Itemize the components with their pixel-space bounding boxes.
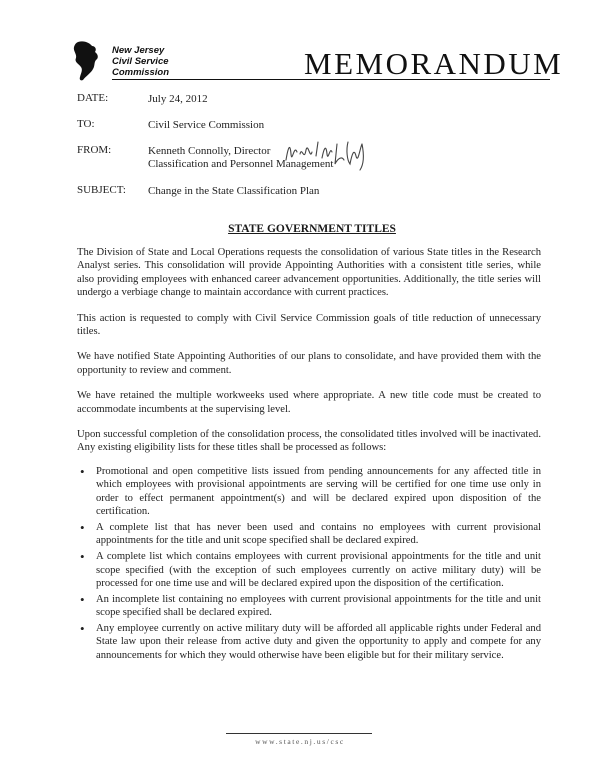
paragraph-consolidation-request: The Division of State and Local Operations requests the consolidation of various State titles in the Research Analyst series. This consolidation will provide Appointing Authorities with a consistent title series, while also providing employees with enhanced career advancement opportunities. Additionally, the title series will undergo a verbiage change to maintain accordance with current practices. — [77, 247, 541, 299]
org-name — [112, 45, 202, 78]
letterhead — [0, 0, 600, 90]
from-name: Kenneth Connolly, Director — [148, 145, 271, 157]
list-item: • Any employee currently on active military duty will be afforded all applicable rights under Federal and State law upon their release from active duty and given the opportunity to apply and compete for any announcements for which they would otherwise have been eligible but for their military service. — [77, 622, 541, 662]
nj-state-silhouette-logo — [68, 40, 108, 82]
list-item: • Promotional and open competitive lists issued from pending announcements for any affected title in which employees with provisional appointments are serving will be certified for one time use only in order to effect permanent appointment(s) and will be declared expired upon disposition of the certification. — [77, 465, 541, 519]
footer-rule — [226, 733, 372, 734]
subject-value: Change in the State Classification Plan — [148, 185, 320, 197]
to-label: TO: — [77, 118, 95, 130]
memo-body — [77, 246, 541, 665]
handwritten-signature — [282, 134, 372, 174]
paragraph-compliance: This action is requested to comply with Civil Service Commission goals of title reduction of unnecessary titles. — [77, 312, 541, 338]
org-name-line2: Civil Service — [112, 56, 169, 67]
eligibility-list-bullets — [77, 465, 541, 662]
to-value: Civil Service Commission — [148, 119, 265, 131]
footer-url: www.state.nj.us/csc — [255, 737, 345, 746]
list-item: • A complete list which contains employees with current provisional appointments for the title and unit scope specified (with the exception of such employees currently on active military duty) will be processed for one time use and will be declared expired upon the disposition of the certification. — [77, 550, 541, 590]
org-name-line3: Commission — [112, 67, 170, 78]
header-rule — [112, 79, 550, 80]
section-title: STATE GOVERNMENT TITLES — [228, 223, 396, 235]
org-name-line1: New Jersey — [112, 45, 165, 56]
paragraph-completion: Upon successful completion of the consolidation process, the consolidated titles involved will be inactivated. Any existing eligibility lists for these titles shall be processed as follows: — [77, 429, 541, 454]
list-item: • A complete list that has never been used and contains no employees with current provisional appointments for the title and unit scope specified shall be declared expired. — [77, 521, 541, 548]
from-label: FROM: — [77, 144, 112, 156]
paragraph-workweeks: We have retained the multiple workweeks used where appropriate. A new title code must be created to accommodate incumbents at the supervising level. — [77, 390, 541, 415]
from-department: Classification and Personnel Management — [148, 158, 334, 170]
date-label: DATE: — [77, 92, 109, 104]
paragraph-notification: We have notified State Appointing Authorities of our plans to consolidate, and have provided them with the opportunity to review and comment. — [77, 351, 541, 376]
subject-label: SUBJECT: — [77, 184, 126, 196]
date-value: July 24, 2012 — [148, 93, 208, 105]
memorandum-title: MEMORANDUM — [304, 46, 564, 81]
list-item: • An incomplete list containing no employees with current provisional appointments for the title and unit scope specified shall be declared expired. — [77, 593, 541, 620]
